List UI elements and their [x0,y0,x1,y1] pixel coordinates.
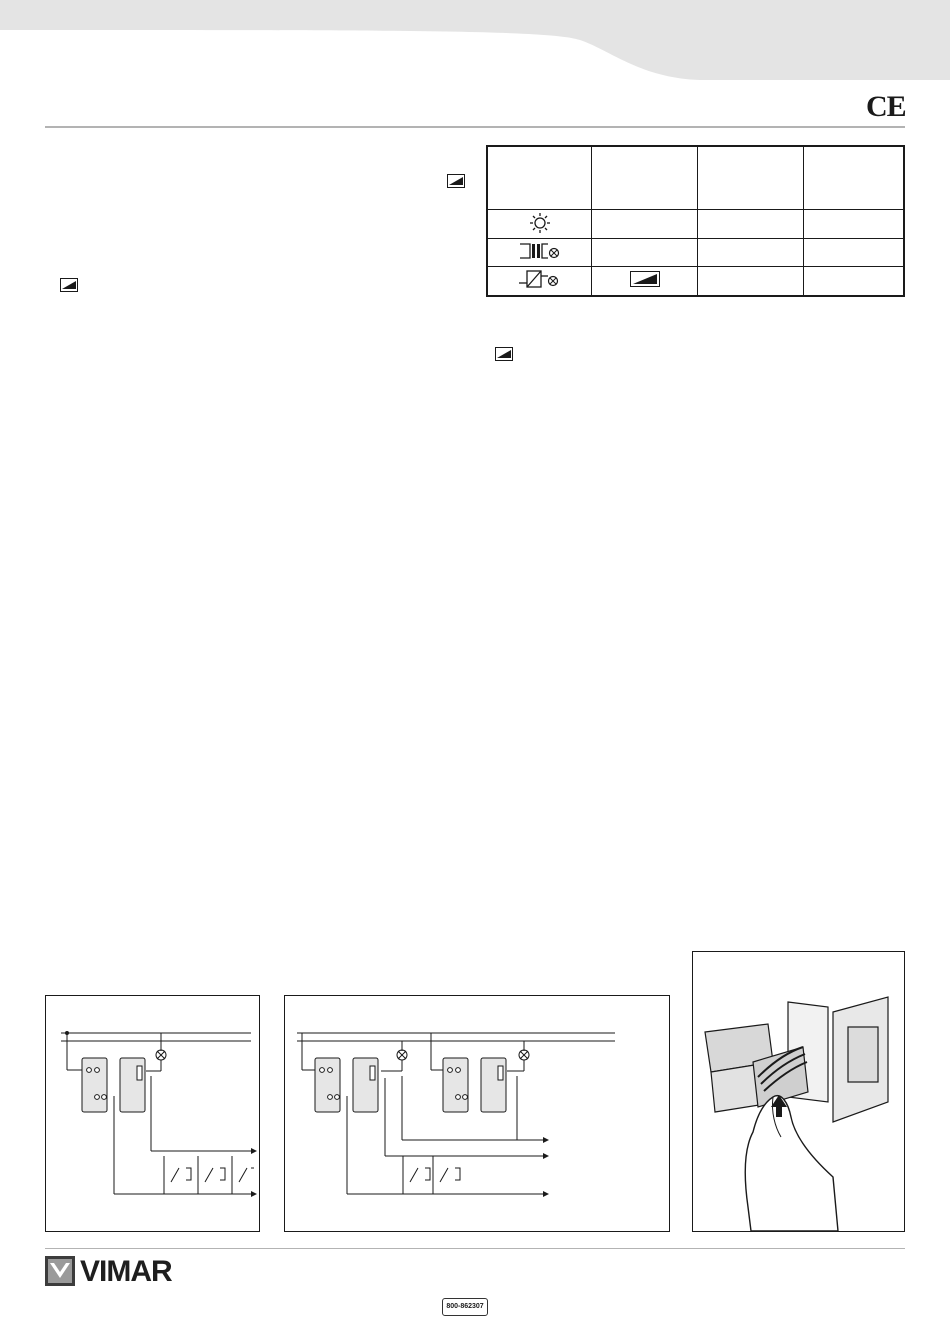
vimar-logo-icon [45,1256,75,1286]
ferromagnetic-transformer-icon [518,241,562,261]
phone-number-badge: 800-862307 [442,1298,488,1316]
dimmer-icon [495,347,513,361]
ce-mark: CE [866,90,906,123]
table-cell [698,210,804,239]
installation-illustration [692,951,905,1232]
bottom-rule [45,1248,905,1249]
incandescent-lamp-icon [529,212,551,234]
electronic-transformer-icon [518,268,562,290]
table-cell [804,266,904,295]
brand-wordmark: VIMAR [80,1255,172,1288]
installation-drawing [693,952,904,1231]
wiring-diagram-svg [46,996,259,1231]
load-spec-table [486,145,905,297]
wiring-diagram-svg [285,996,669,1231]
header-cell [804,147,904,210]
top-rule [45,126,905,128]
table-cell [592,210,698,239]
table-cell [698,266,804,295]
dimmer-icon [447,174,465,188]
dimmer-icon [60,278,78,292]
load-type-cell [488,210,592,239]
load-type-cell [488,266,592,295]
wiring-diagram-single-dimmer [45,995,260,1232]
header-cell [698,147,804,210]
load-type-cell [488,239,592,266]
table-cell [698,239,804,266]
wiring-diagram-two-dimmers [284,995,670,1232]
table-cell [804,239,904,266]
table-cell [804,210,904,239]
header-band [0,0,950,80]
table-cell [592,266,698,295]
header-cell [592,147,698,210]
dimmer-icon [630,271,660,287]
table-cell [592,239,698,266]
header-cell [488,147,592,210]
